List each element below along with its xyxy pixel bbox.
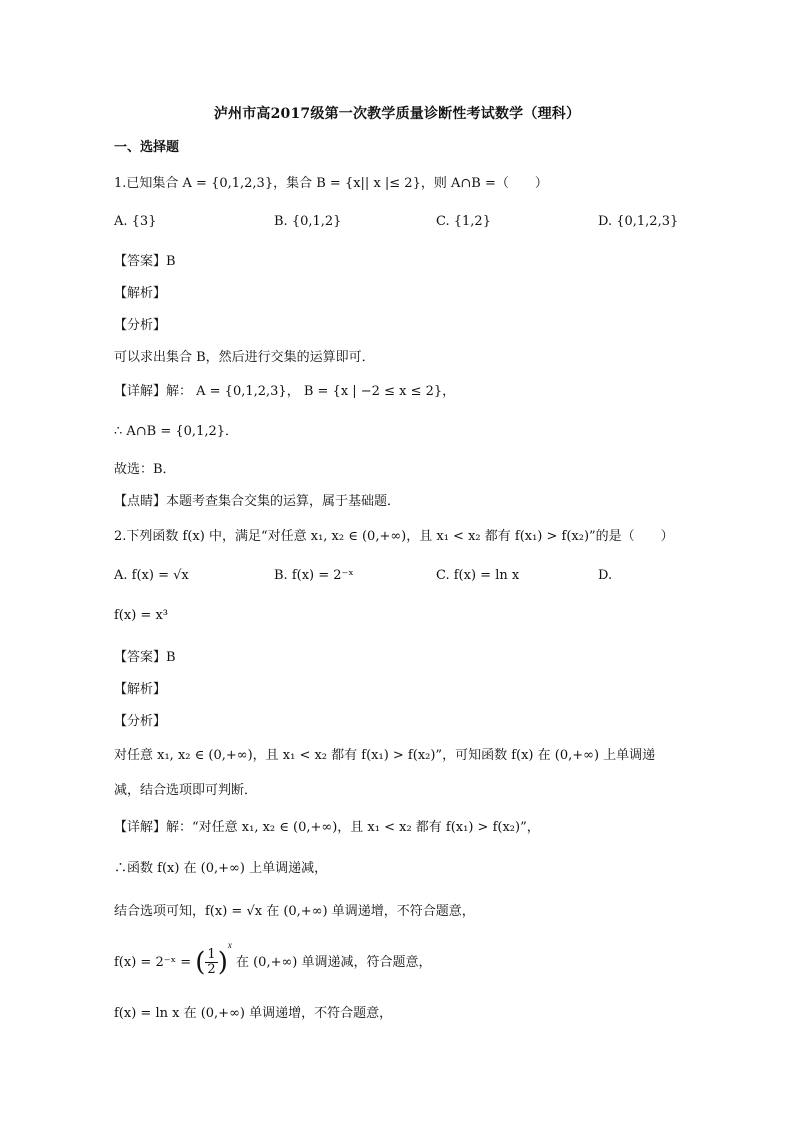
q2-step-3 [114, 940, 432, 978]
q2-fenxi-label: 【分析】 [114, 714, 167, 729]
fraction [205, 948, 217, 977]
q2-answer: 【答案】B [114, 650, 176, 665]
q1-answer: 【答案】B [114, 254, 176, 269]
q1-option-c: C. {1,2} [436, 214, 491, 229]
q1-comment: 【点睛】本题考查集合交集的运算，属于基础题． [114, 494, 401, 509]
q2-option-d: D. [598, 568, 613, 583]
q2-detail: 【详解】解：“对任意 x₁, x₂ ∈ (0,+∞)，且 x₁ < x₂ 都有 f(x₁) > f(x₂)”， [114, 820, 540, 835]
q2-jiexi-label: 【解析】 [114, 682, 167, 697]
fraction-exponent: x [227, 940, 232, 950]
q2-option-a: A. f(x) = √x [114, 568, 189, 583]
q2-analysis-line2: 减，结合选项即可判断． [114, 783, 258, 798]
q2-step-1: ∴函数 f(x) 在 (0,+∞) 上单调递减， [114, 861, 328, 876]
q2-step3-rhs: 在 (0,+∞) 单调递减，符合题意， [231, 955, 432, 970]
left-paren: ( [195, 947, 206, 978]
q1-jiexi-label: 【解析】 [114, 286, 167, 301]
right-paren: ) [217, 947, 228, 978]
q2-analysis-line1: 对任意 x₁, x₂ ∈ (0,+∞)，且 x₁ < x₂ 都有 f(x₁) > f(x₂)”，可知函数 f(x) 在 (0,+∞) 上单调递 [114, 748, 656, 763]
q1-option-a: A. {3} [114, 214, 157, 229]
q2-step-2: 结合选项可知，f(x) = √x 在 (0,+∞) 单调递增，不符合题意， [114, 904, 475, 919]
q1-fenxi-label: 【分析】 [114, 318, 167, 333]
q2-option-c: C. f(x) = ln x [436, 568, 520, 583]
q2-option-d-formula: f(x) = x³ [114, 608, 168, 623]
question-1-stem: 1.已知集合 A = {0,1,2,3}，集合 B = {x|| x |≤ 2}，则 A∩B =（ ） [114, 176, 548, 191]
q1-result: ∴ A∩B = {0,1,2}． [114, 424, 239, 439]
q1-analysis: 可以求出集合 B，然后进行交集的运算即可． [114, 350, 375, 365]
q1-option-b: B. {0,1,2} [274, 214, 342, 229]
q2-step3-lhs: f(x) = 2⁻ˣ = [114, 955, 196, 970]
q1-choose: 故选：B． [114, 462, 176, 477]
q1-option-d: D. {0,1,2,3} [598, 214, 679, 229]
q1-detail: 【详解】解： A = {0,1,2,3}， B = {x | −2 ≤ x ≤ 2}， [114, 384, 456, 399]
fraction-denominator: 2 [207, 962, 216, 977]
document-title: 泸州市高2017级第一次教学质量诊断性考试数学（理科） [213, 106, 581, 122]
q2-step-4: f(x) = ln x 在 (0,+∞) 单调递增，不符合题意， [114, 1006, 393, 1021]
question-2-stem: 2.下列函数 f(x) 中，满足“对任意 x₁, x₂ ∈ (0,+∞)，且 x₁ < x₂ 都有 f(x₁) > f(x₂)”的是（ ） [114, 529, 674, 544]
fraction-numerator: 1 [207, 947, 216, 962]
q2-option-b: B. f(x) = 2⁻ˣ [274, 568, 354, 583]
section-heading: 一、选择题 [114, 140, 180, 155]
